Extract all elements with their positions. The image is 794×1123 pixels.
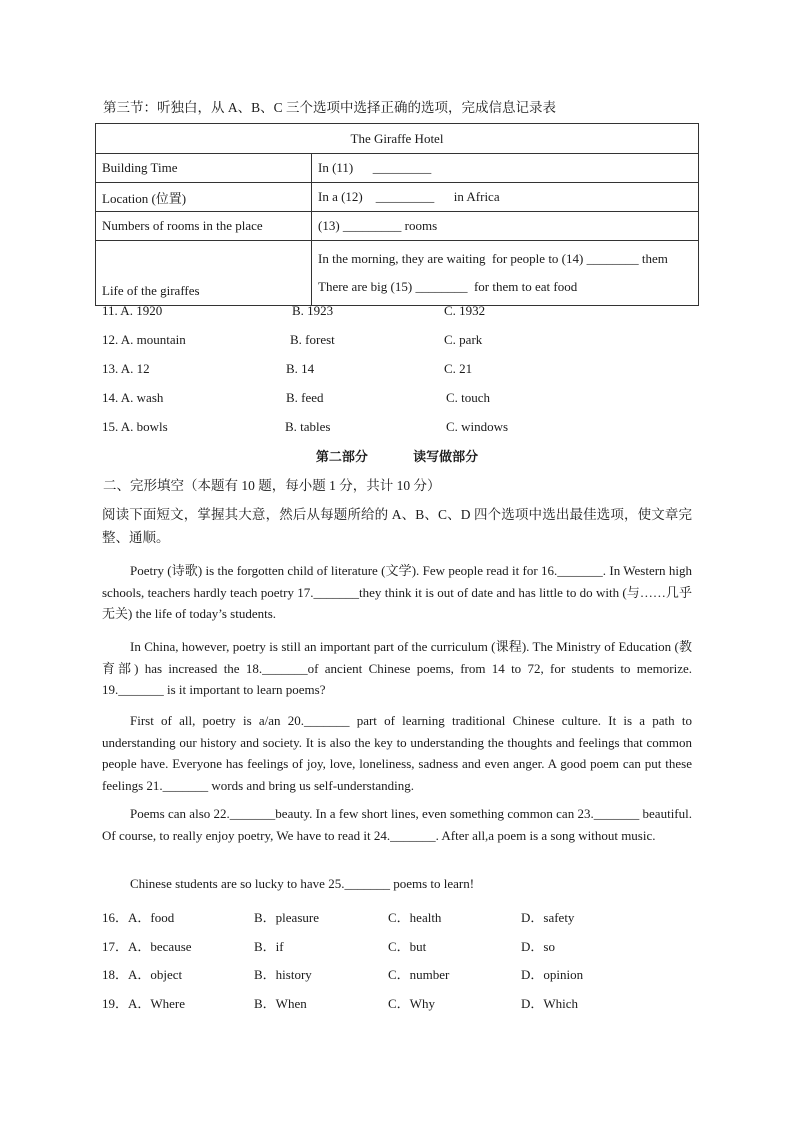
row-label: Life of the giraffes (96, 241, 312, 306)
option-b: B．When (254, 996, 307, 1011)
option-d: D．safety (521, 910, 575, 925)
row-value: In (11) _________ (312, 154, 699, 183)
option-a: 15. A. bowls (102, 419, 168, 434)
listening-section-heading: 第三节：听独白，从 A、B、C 三个选项中选择正确的选项，完成信息记录表 (103, 100, 557, 115)
option-d: D．Which (521, 996, 579, 1011)
cloze-heading: 二、完形填空（本题有 10 题，每小题 1 分，共计 10 分） (103, 478, 441, 493)
option-b: B. tables (285, 419, 331, 434)
option-c: C．Why (388, 996, 435, 1011)
passage-paragraph: Chinese students are so lucky to have 25._______ poems to learn! (130, 876, 475, 891)
option-a: 13. A. 12 (102, 361, 150, 376)
option-c: C. touch (446, 390, 491, 405)
life-line: There are big (15) ________ for them to eat food (318, 279, 578, 294)
table-row (96, 154, 699, 183)
option-c: C．but (388, 939, 427, 954)
option-a: 18．A．object (102, 967, 183, 982)
option-a: 12. A. mountain (102, 332, 186, 347)
option-b: B．pleasure (254, 910, 319, 925)
passage-paragraph: In China, however, poetry is still an important part of the curriculum (课程). The Ministry of Education (教育部) has increased the 18._______of ancient Chinese poems, from 14 to 72, for students to memorize. 19._______ is it important to learn poems? (102, 639, 692, 697)
table-title: The Giraffe Hotel (96, 124, 699, 154)
row-value (312, 241, 699, 306)
option-c: C. 21 (444, 361, 473, 376)
option-b: B. 14 (286, 361, 315, 376)
option-b: B．if (254, 939, 284, 954)
option-d: D．so (521, 939, 555, 954)
option-a: 11. A. 1920 (102, 303, 163, 318)
table-row (96, 241, 699, 306)
option-b: B. forest (290, 332, 335, 347)
option-d: D．opinion (521, 967, 584, 982)
row-label: Building Time (96, 154, 312, 183)
option-b: B. feed (286, 390, 324, 405)
row-value: (13) _________ rooms (312, 212, 699, 241)
life-line: In the morning, they are waiting for people to (14) ________ them (318, 251, 668, 266)
giraffe-hotel-table (95, 123, 699, 306)
row-value: In a (12) _________ in Africa (312, 183, 699, 212)
option-b: B．history (254, 967, 312, 982)
passage-paragraph: Poetry (诗歌) is the forgotten child of literature (文学). Few people read it for 16._______. In Western high schools, teachers hardly teach poetry 17._______they think it is out of date and has little to do with (与……几乎无关) the life of today’s students. (102, 563, 692, 621)
option-a: 14. A. wash (102, 390, 164, 405)
part-two-title: 第二部分 读写做部分 (315, 450, 479, 465)
option-b: B. 1923 (292, 303, 334, 318)
passage-paragraph: First of all, poetry is a/an 20._______ part of learning traditional Chinese culture. It is a path to understanding our history and society. It is also the key to understanding the thoughts and feelings that common people have. Everyone has feelings of joy, love, loneliness, sadness and even anger. A good poem can put these feelings 21._______ words and bring us self-understanding. (102, 713, 692, 793)
option-c: C. park (444, 332, 483, 347)
option-a: 17．A．because (102, 939, 192, 954)
option-c: C．number (388, 967, 450, 982)
option-a: 16．A．food (102, 910, 175, 925)
cloze-instruction: 阅读下面短文，掌握其大意，然后从每题所给的 A、B、C、D 四个选项中选出最佳选项，使文章完整、通顺。 (102, 507, 692, 545)
row-label: Location (位置) (96, 183, 312, 212)
table-row (96, 212, 699, 241)
option-c: C．health (388, 910, 442, 925)
passage-paragraph: Poems can also 22._______beauty. In a few short lines, even something common can 23._______ beautiful. Of course, to really enjoy poetry, We have to read it 24._______. After all,a poem is a song without music. (102, 806, 692, 843)
option-c: C. 1932 (444, 303, 486, 318)
option-a: 19．A．Where (102, 996, 186, 1011)
option-c: C. windows (446, 419, 509, 434)
row-label: Numbers of rooms in the place (96, 212, 312, 241)
table-row (96, 183, 699, 212)
